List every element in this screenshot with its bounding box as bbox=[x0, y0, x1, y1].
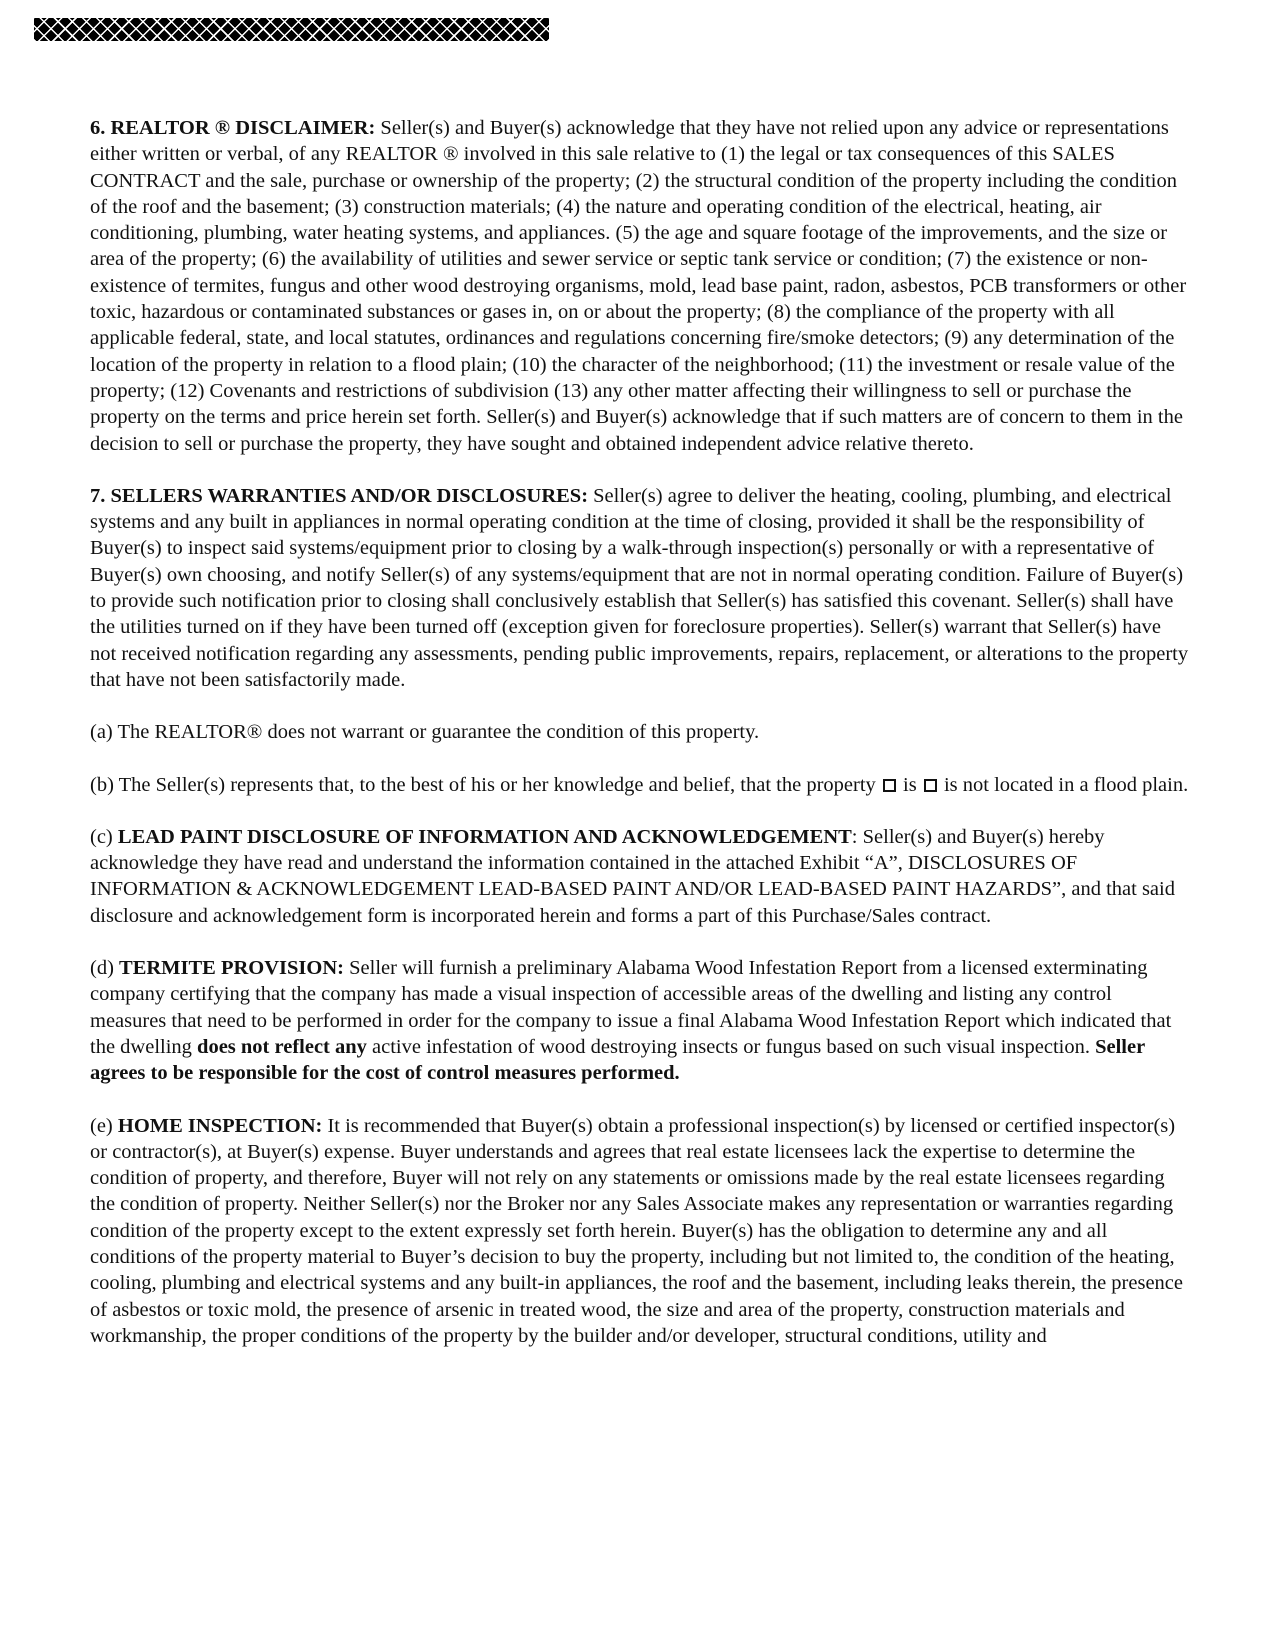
clause-c-body: : Seller(s) and Buyer(s) hereby acknowledge they have read and understand the information contained in the attached Exhibit “A”, DISCLOSURES OF INFORMATION & ACKNOWLEDGEMENT LEAD-BASED PAINT AND/OR LEAD-BASED PAINT HAZARDS”, and that said disclosure and acknowledgement form is incorporated herein and forms a part of this Purchase/Sales contract. bbox=[90, 825, 1175, 927]
section-7-seller-warranties bbox=[90, 483, 1190, 693]
redaction-bar bbox=[34, 18, 549, 41]
section-6-body: Seller(s) and Buyer(s) acknowledge that they have not relied upon any advice or representations either written or verbal, of any REALTOR ® involved in this sale relative to (1) the legal or tax consequences of this SALES CONTRACT and the sale, purchase or ownership of the property; (2) the structural condition of the property including the condition of the roof and the basement; (3) construction materials; (4) the nature and operating condition of the electrical, heating, air conditioning, plumbing, water heating systems, and appliances. (5) the age and square footage of the improvements, and the size or area of the property; (6) the availability of utilities and sewer service or septic tank service or condition; (7) the existence or non-existence of termites, fungus and other wood destroying organisms, mold, lead base paint, radon, asbestos, PCB transformers or other toxic, hazardous or contaminated substances or gases in, on or about the property; (8) the compliance of the property with all applicable federal, state, and local statutes, ordinances and regulations concerning fire/smoke detectors; (9) any determination of the location of the property in relation to a flood plain; (10) the character of the neighborhood; (11) the investment or resale value of the property; (12) Covenants and restrictions of subdivision (13) any other matter affecting their willingness to sell or purchase the property on the terms and price herein set forth. Seller(s) and Buyer(s) acknowledge that if such matters are of concern to them in the decision to sell or purchase the property, they have sought and obtained independent advice relative thereto. bbox=[90, 117, 1187, 455]
contract-page bbox=[90, 115, 1190, 1375]
clause-c-heading: LEAD PAINT DISCLOSURE OF INFORMATION AND ACKNOWLEDGEMENT bbox=[117, 825, 852, 848]
clause-b-text: (b) The Seller(s) represents that, to the best of his or her knowledge and belief, that the property bbox=[90, 773, 881, 796]
flood-plain-is-not-checkbox[interactable] bbox=[924, 779, 937, 792]
clause-b-flood-plain bbox=[90, 772, 1190, 798]
clause-e-label: (e) bbox=[90, 1114, 118, 1137]
flood-plain-is-checkbox[interactable] bbox=[883, 779, 896, 792]
flood-plain-is-not-label: is not located in a flood plain. bbox=[938, 773, 1189, 796]
clause-d-bold-2: Seller agrees to be responsible for the cost of control measures performed. bbox=[90, 1035, 1145, 1085]
clause-e-body: It is recommended that Buyer(s) obtain a professional inspection(s) by licensed or certified inspector(s) or contractor(s), at Buyer(s) expense. Buyer understands and agrees that real estate licensees lack the expertise to determine the condition of property, and therefore, Buyer will not rely on any statements or omissions made by the real estate licensees regarding the condition of property. Neither Seller(s) nor the Broker nor any Sales Associate makes any representation or warranties regarding condition of the property except to the extent expressly set forth herein. Buyer(s) has the obligation to determine any and all conditions of the property material to Buyer’s decision to buy the property, including but not limited to, the condition of the heating, cooling, plumbing and electrical systems and any built-in appliances, the roof and the basement, including leaks therein, the presence of asbestos or toxic mold, the presence of arsenic in treated wood, the size and area of the property, construction materials and workmanship, the proper conditions of the property by the builder and/or developer, structural conditions, utility and bbox=[90, 1114, 1183, 1347]
clause-d-heading: TERMITE PROVISION: bbox=[119, 957, 344, 980]
clause-d-bold-1: does not reflect any bbox=[197, 1035, 367, 1058]
section-6-heading: 6. REALTOR ® DISCLAIMER: bbox=[90, 117, 376, 139]
section-7-body: Seller(s) agree to deliver the heating, cooling, plumbing, and electrical systems and any built in appliances in normal operating condition at the time of closing, provided it shall be the responsibility of Buyer(s) to inspect said systems/equipment prior to closing by a walk-through inspection(s) personally or with a representative of Buyer(s) own choosing, and notify Seller(s) of any systems/equipment that are not in normal operating condition. Failure of Buyer(s) to provide such notification prior to closing shall conclusively establish that Seller(s) has satisfied this covenant. Seller(s) shall have the utilities turned on if they have been turned off (exception given for foreclosure properties). Seller(s) warrant that Seller(s) have not received notification regarding any assessments, pending public improvements, repairs, replacement, or alterations to the property that have not been satisfactorily made. bbox=[90, 484, 1189, 691]
clause-c-lead-paint bbox=[90, 824, 1190, 929]
clause-e-home-inspection bbox=[90, 1113, 1190, 1350]
clause-d-termite bbox=[90, 955, 1190, 1086]
clause-a: (a) The REALTOR® does not warrant or guarantee the condition of this property. bbox=[90, 721, 760, 744]
section-7-heading: 7. SELLERS WARRANTIES AND/OR DISCLOSURES: bbox=[90, 484, 589, 507]
section-6-realtor-disclaimer bbox=[90, 115, 1190, 457]
clause-c-label: (c) bbox=[90, 825, 118, 848]
clause-d-label: (d) bbox=[90, 957, 120, 980]
clause-e-heading: HOME INSPECTION: bbox=[117, 1114, 323, 1137]
clause-d-body-2: active infestation of wood destroying insects or fungus based on such visual inspection. bbox=[366, 1035, 1096, 1058]
clause-d-body-1: Seller will furnish a preliminary Alabama Wood Infestation Report from a licensed exterminating company certifying that the company has made a visual inspection of accessible areas of the dwelling and listing any control measures that need to be performed in order for the company to issue a final Alabama Wood Infestation Report which indicated that the dwelling bbox=[90, 957, 1172, 1058]
flood-plain-is-label: is bbox=[897, 773, 922, 796]
